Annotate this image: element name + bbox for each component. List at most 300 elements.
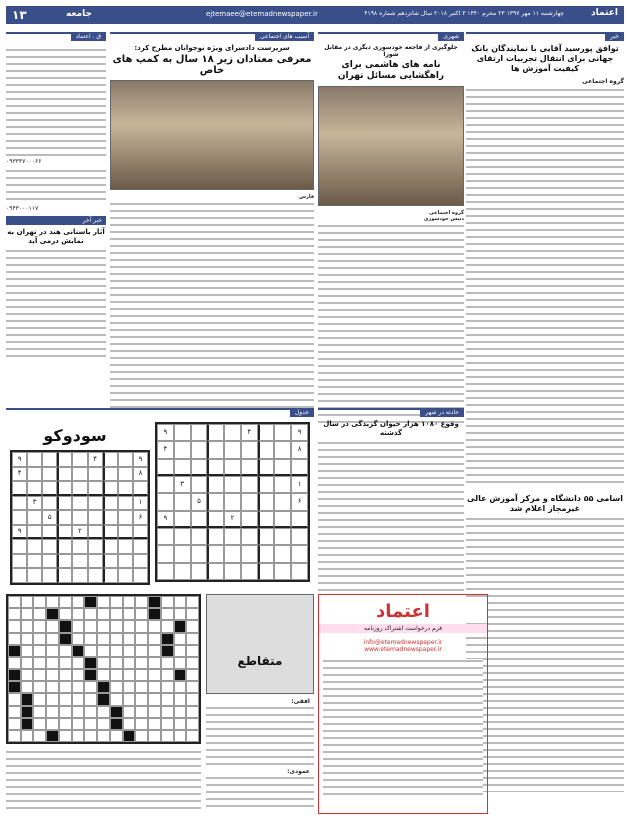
crossword-cell[interactable] xyxy=(148,706,161,718)
crossword-cell[interactable] xyxy=(123,669,136,681)
crossword-cell[interactable] xyxy=(148,681,161,693)
sudoku-cell[interactable]: ۴ xyxy=(157,441,174,458)
subscription-site[interactable]: www.etemadnewspaper.ir xyxy=(364,646,442,653)
sudoku-cell[interactable] xyxy=(157,459,174,476)
sudoku-cell[interactable] xyxy=(57,539,72,554)
sudoku-cell[interactable]: ۴ xyxy=(241,424,258,441)
sudoku-cell[interactable]: ۶ xyxy=(133,510,148,525)
crossword-cell[interactable] xyxy=(148,645,161,657)
sudoku-cell[interactable] xyxy=(12,539,27,554)
crossword-cell[interactable] xyxy=(148,669,161,681)
crossword-cell[interactable] xyxy=(46,596,59,608)
sudoku-cell[interactable] xyxy=(174,424,191,441)
sudoku-cell[interactable] xyxy=(191,476,208,493)
crossword-cell[interactable] xyxy=(59,608,72,620)
sudoku-cell[interactable] xyxy=(291,511,308,528)
sudoku-cell[interactable] xyxy=(174,545,191,562)
crossword-cell[interactable] xyxy=(161,657,174,669)
sudoku-cell[interactable] xyxy=(274,545,291,562)
crossword-cell[interactable] xyxy=(8,718,21,730)
crossword-cell[interactable] xyxy=(84,669,97,681)
crossword-cell[interactable] xyxy=(8,706,21,718)
sudoku-cell[interactable] xyxy=(207,511,224,528)
crossword-cell[interactable] xyxy=(174,730,187,742)
crossword-cell[interactable] xyxy=(186,657,199,669)
crossword-cell[interactable] xyxy=(135,657,148,669)
crossword-cell[interactable] xyxy=(46,718,59,730)
crossword-cell[interactable] xyxy=(135,633,148,645)
crossword-cell[interactable] xyxy=(8,645,21,657)
crossword-cell[interactable] xyxy=(33,608,46,620)
sudoku-cell[interactable] xyxy=(103,481,118,496)
crossword-cell[interactable] xyxy=(84,608,97,620)
sudoku-cell[interactable] xyxy=(174,459,191,476)
sudoku-cell[interactable] xyxy=(258,528,275,545)
crossword-cell[interactable] xyxy=(161,645,174,657)
sudoku-cell[interactable] xyxy=(57,510,72,525)
crossword-cell[interactable] xyxy=(84,730,97,742)
crossword-cell[interactable] xyxy=(174,645,187,657)
sudoku-cell[interactable] xyxy=(42,525,57,540)
crossword-cell[interactable] xyxy=(174,596,187,608)
crossword-cell[interactable] xyxy=(84,706,97,718)
sudoku-cell[interactable] xyxy=(191,545,208,562)
crossword-cell[interactable] xyxy=(59,718,72,730)
crossword-cell[interactable] xyxy=(97,608,110,620)
crossword-cell[interactable] xyxy=(161,596,174,608)
sudoku-cell[interactable] xyxy=(88,539,103,554)
crossword-cell[interactable] xyxy=(72,706,85,718)
crossword-cell[interactable] xyxy=(148,620,161,632)
crossword-cell[interactable] xyxy=(8,633,21,645)
sudoku-cell[interactable] xyxy=(207,459,224,476)
sudoku-cell[interactable] xyxy=(57,481,72,496)
crossword-cell[interactable] xyxy=(110,633,123,645)
crossword-cell[interactable] xyxy=(33,730,46,742)
crossword-cell[interactable] xyxy=(46,657,59,669)
crossword-cell[interactable] xyxy=(21,620,34,632)
sudoku-cell[interactable] xyxy=(274,563,291,580)
sudoku-cell[interactable] xyxy=(42,554,57,569)
sudoku-cell[interactable] xyxy=(191,424,208,441)
sudoku-cell[interactable] xyxy=(42,539,57,554)
sudoku-cell[interactable] xyxy=(241,545,258,562)
crossword-cell[interactable] xyxy=(110,706,123,718)
sudoku-cell[interactable] xyxy=(258,493,275,510)
sudoku-cell[interactable] xyxy=(174,563,191,580)
crossword-cell[interactable] xyxy=(161,633,174,645)
crossword-cell[interactable] xyxy=(110,608,123,620)
crossword-cell[interactable] xyxy=(46,730,59,742)
sudoku-cell[interactable] xyxy=(224,563,241,580)
crossword-cell[interactable] xyxy=(174,633,187,645)
crossword-cell[interactable] xyxy=(21,693,34,705)
crossword-cell[interactable] xyxy=(59,669,72,681)
crossword-cell[interactable] xyxy=(123,608,136,620)
crossword-cell[interactable] xyxy=(123,693,136,705)
crossword-grid[interactable] xyxy=(6,594,201,744)
sudoku-cell[interactable]: ۵ xyxy=(42,510,57,525)
sudoku-cell[interactable] xyxy=(224,424,241,441)
sudoku-cell[interactable] xyxy=(57,568,72,583)
crossword-cell[interactable] xyxy=(21,730,34,742)
section-email[interactable]: ejtemaee@etemadnewspaper.ir xyxy=(206,10,318,18)
sudoku-cell[interactable] xyxy=(118,539,133,554)
sudoku-cell[interactable] xyxy=(274,459,291,476)
sudoku-cell[interactable] xyxy=(133,525,148,540)
crossword-cell[interactable] xyxy=(46,645,59,657)
crossword-cell[interactable] xyxy=(21,608,34,620)
sudoku-cell[interactable] xyxy=(103,568,118,583)
sudoku-cell[interactable] xyxy=(103,525,118,540)
sudoku-cell[interactable] xyxy=(27,452,42,467)
sudoku-cell[interactable] xyxy=(27,510,42,525)
sudoku-cell[interactable] xyxy=(207,441,224,458)
sudoku-cell[interactable] xyxy=(157,476,174,493)
crossword-cell[interactable] xyxy=(174,657,187,669)
crossword-cell[interactable] xyxy=(161,669,174,681)
crossword-cell[interactable] xyxy=(97,633,110,645)
sudoku-cell[interactable] xyxy=(57,525,72,540)
sudoku-cell[interactable] xyxy=(207,493,224,510)
sudoku-cell[interactable]: ۶ xyxy=(291,493,308,510)
subscription-ad[interactable] xyxy=(318,594,488,814)
crossword-cell[interactable] xyxy=(186,681,199,693)
sudoku-cell[interactable] xyxy=(42,467,57,482)
sudoku-cell[interactable] xyxy=(224,459,241,476)
crossword-cell[interactable] xyxy=(161,608,174,620)
sudoku-cell[interactable] xyxy=(241,511,258,528)
subscription-email[interactable]: info@etemadnewspaper.ir xyxy=(363,639,443,646)
sudoku-grid-2[interactable] xyxy=(155,422,310,582)
crossword-cell[interactable] xyxy=(84,657,97,669)
crossword-cell[interactable] xyxy=(97,681,110,693)
sudoku-cell[interactable] xyxy=(258,545,275,562)
crossword-cell[interactable] xyxy=(110,693,123,705)
sudoku-cell[interactable] xyxy=(274,476,291,493)
sudoku-cell[interactable] xyxy=(224,528,241,545)
crossword-cell[interactable] xyxy=(135,596,148,608)
crossword-cell[interactable] xyxy=(72,681,85,693)
crossword-cell[interactable] xyxy=(174,669,187,681)
sudoku-cell[interactable] xyxy=(103,510,118,525)
sudoku-cell[interactable] xyxy=(274,511,291,528)
crossword-cell[interactable] xyxy=(186,693,199,705)
sudoku-cell[interactable] xyxy=(258,563,275,580)
crossword-cell[interactable] xyxy=(33,645,46,657)
crossword-cell[interactable] xyxy=(123,718,136,730)
sudoku-cell[interactable] xyxy=(27,568,42,583)
crossword-cell[interactable] xyxy=(84,718,97,730)
sudoku-cell[interactable] xyxy=(42,481,57,496)
sudoku-cell[interactable] xyxy=(191,511,208,528)
sudoku-cell[interactable] xyxy=(224,476,241,493)
crossword-cell[interactable] xyxy=(33,657,46,669)
sudoku-cell[interactable] xyxy=(72,510,87,525)
crossword-cell[interactable] xyxy=(148,633,161,645)
sudoku-cell[interactable] xyxy=(27,539,42,554)
sudoku-cell[interactable] xyxy=(103,496,118,511)
sudoku-cell[interactable] xyxy=(12,554,27,569)
crossword-cell[interactable] xyxy=(8,730,21,742)
crossword-cell[interactable] xyxy=(123,620,136,632)
crossword-cell[interactable] xyxy=(46,608,59,620)
crossword-cell[interactable] xyxy=(84,620,97,632)
sudoku-cell[interactable] xyxy=(72,568,87,583)
crossword-cell[interactable] xyxy=(135,718,148,730)
crossword-cell[interactable] xyxy=(97,669,110,681)
crossword-cell[interactable] xyxy=(161,718,174,730)
crossword-cell[interactable] xyxy=(84,645,97,657)
sudoku-cell[interactable]: ۹ xyxy=(12,525,27,540)
crossword-cell[interactable] xyxy=(135,693,148,705)
sudoku-cell[interactable] xyxy=(224,545,241,562)
crossword-cell[interactable] xyxy=(46,681,59,693)
sudoku-cell[interactable] xyxy=(88,481,103,496)
sudoku-cell[interactable] xyxy=(12,496,27,511)
sudoku-cell[interactable] xyxy=(258,511,275,528)
crossword-cell[interactable] xyxy=(72,657,85,669)
sudoku-cell[interactable] xyxy=(224,441,241,458)
sudoku-cell[interactable] xyxy=(207,563,224,580)
sudoku-cell[interactable]: ۲ xyxy=(224,511,241,528)
crossword-cell[interactable] xyxy=(21,633,34,645)
sudoku-cell[interactable] xyxy=(72,539,87,554)
crossword-cell[interactable] xyxy=(135,608,148,620)
sudoku-cell[interactable] xyxy=(241,563,258,580)
sudoku-cell[interactable] xyxy=(118,496,133,511)
crossword-cell[interactable] xyxy=(33,633,46,645)
crossword-cell[interactable] xyxy=(110,718,123,730)
sudoku-cell[interactable] xyxy=(191,459,208,476)
crossword-cell[interactable] xyxy=(21,596,34,608)
sudoku-cell[interactable] xyxy=(224,493,241,510)
crossword-cell[interactable] xyxy=(186,596,199,608)
crossword-cell[interactable] xyxy=(97,645,110,657)
sudoku-cell[interactable]: ۸ xyxy=(133,467,148,482)
sudoku-cell[interactable] xyxy=(72,467,87,482)
crossword-cell[interactable] xyxy=(59,633,72,645)
crossword-cell[interactable] xyxy=(123,657,136,669)
sudoku-cell[interactable] xyxy=(88,554,103,569)
sudoku-cell[interactable] xyxy=(103,452,118,467)
sudoku-cell[interactable] xyxy=(241,459,258,476)
crossword-cell[interactable] xyxy=(161,681,174,693)
sudoku-cell[interactable] xyxy=(118,554,133,569)
sudoku-cell[interactable] xyxy=(103,467,118,482)
sudoku-cell[interactable] xyxy=(118,568,133,583)
sudoku-cell[interactable] xyxy=(57,554,72,569)
sudoku-cell[interactable] xyxy=(12,481,27,496)
crossword-cell[interactable] xyxy=(148,718,161,730)
sudoku-cell[interactable] xyxy=(258,476,275,493)
sudoku-cell[interactable] xyxy=(191,563,208,580)
crossword-cell[interactable] xyxy=(84,693,97,705)
sudoku-cell[interactable] xyxy=(42,452,57,467)
crossword-cell[interactable] xyxy=(84,633,97,645)
crossword-cell[interactable] xyxy=(97,620,110,632)
crossword-cell[interactable] xyxy=(72,718,85,730)
sudoku-grid[interactable] xyxy=(10,450,150,585)
sudoku-cell[interactable] xyxy=(241,476,258,493)
crossword-cell[interactable] xyxy=(8,693,21,705)
crossword-cell[interactable] xyxy=(33,620,46,632)
crossword-cell[interactable] xyxy=(148,657,161,669)
crossword-cell[interactable] xyxy=(174,681,187,693)
sudoku-cell[interactable]: ۱ xyxy=(291,476,308,493)
sudoku-cell[interactable]: ۸ xyxy=(291,441,308,458)
sudoku-cell[interactable] xyxy=(42,568,57,583)
crossword-cell[interactable] xyxy=(186,633,199,645)
sudoku-cell[interactable] xyxy=(27,525,42,540)
crossword-cell[interactable] xyxy=(135,706,148,718)
sudoku-cell[interactable] xyxy=(191,528,208,545)
crossword-cell[interactable] xyxy=(123,633,136,645)
crossword-cell[interactable] xyxy=(110,669,123,681)
crossword-cell[interactable] xyxy=(46,669,59,681)
crossword-cell[interactable] xyxy=(148,730,161,742)
crossword-cell[interactable] xyxy=(33,669,46,681)
crossword-cell[interactable] xyxy=(8,596,21,608)
sudoku-cell[interactable] xyxy=(133,481,148,496)
crossword-cell[interactable] xyxy=(110,657,123,669)
crossword-cell[interactable] xyxy=(59,596,72,608)
crossword-cell[interactable] xyxy=(33,718,46,730)
sudoku-cell[interactable] xyxy=(207,424,224,441)
crossword-cell[interactable] xyxy=(33,681,46,693)
sudoku-cell[interactable] xyxy=(207,545,224,562)
sudoku-cell[interactable] xyxy=(274,441,291,458)
sudoku-cell[interactable] xyxy=(88,467,103,482)
sudoku-cell[interactable] xyxy=(174,528,191,545)
crossword-cell[interactable] xyxy=(33,706,46,718)
crossword-cell[interactable] xyxy=(97,657,110,669)
crossword-cell[interactable] xyxy=(21,718,34,730)
crossword-cell[interactable] xyxy=(46,633,59,645)
sudoku-cell[interactable] xyxy=(12,568,27,583)
sudoku-cell[interactable] xyxy=(157,493,174,510)
sudoku-cell[interactable] xyxy=(157,563,174,580)
sudoku-cell[interactable] xyxy=(72,452,87,467)
crossword-cell[interactable] xyxy=(186,706,199,718)
crossword-cell[interactable] xyxy=(97,718,110,730)
crossword-cell[interactable] xyxy=(59,645,72,657)
crossword-cell[interactable] xyxy=(135,620,148,632)
crossword-cell[interactable] xyxy=(72,730,85,742)
crossword-cell[interactable] xyxy=(84,681,97,693)
sudoku-cell[interactable] xyxy=(133,568,148,583)
sudoku-cell[interactable] xyxy=(241,441,258,458)
sudoku-cell[interactable] xyxy=(27,554,42,569)
crossword-cell[interactable] xyxy=(59,693,72,705)
crossword-cell[interactable] xyxy=(97,706,110,718)
crossword-cell[interactable] xyxy=(59,620,72,632)
crossword-cell[interactable] xyxy=(110,620,123,632)
crossword-cell[interactable] xyxy=(110,596,123,608)
crossword-cell[interactable] xyxy=(174,608,187,620)
crossword-cell[interactable] xyxy=(72,620,85,632)
crossword-cell[interactable] xyxy=(135,681,148,693)
crossword-cell[interactable] xyxy=(174,706,187,718)
sudoku-cell[interactable] xyxy=(88,510,103,525)
crossword-cell[interactable] xyxy=(8,669,21,681)
crossword-cell[interactable] xyxy=(97,693,110,705)
crossword-cell[interactable] xyxy=(123,681,136,693)
sudoku-cell[interactable] xyxy=(88,496,103,511)
crossword-cell[interactable] xyxy=(186,718,199,730)
sudoku-cell[interactable] xyxy=(258,441,275,458)
sudoku-cell[interactable] xyxy=(103,554,118,569)
crossword-cell[interactable] xyxy=(8,620,21,632)
sudoku-cell[interactable] xyxy=(291,459,308,476)
crossword-cell[interactable] xyxy=(21,669,34,681)
sudoku-cell[interactable]: ۹ xyxy=(133,452,148,467)
crossword-cell[interactable] xyxy=(135,669,148,681)
sudoku-cell[interactable] xyxy=(118,481,133,496)
sudoku-cell[interactable] xyxy=(241,493,258,510)
sudoku-cell[interactable]: ۱ xyxy=(133,496,148,511)
sudoku-cell[interactable]: ۴ xyxy=(88,452,103,467)
crossword-cell[interactable] xyxy=(33,596,46,608)
sudoku-cell[interactable] xyxy=(42,496,57,511)
sudoku-cell[interactable]: ۵ xyxy=(191,493,208,510)
sudoku-cell[interactable]: ۹ xyxy=(157,511,174,528)
crossword-cell[interactable] xyxy=(59,681,72,693)
sudoku-cell[interactable] xyxy=(191,441,208,458)
crossword-cell[interactable] xyxy=(174,693,187,705)
crossword-cell[interactable] xyxy=(8,657,21,669)
sudoku-cell[interactable] xyxy=(133,539,148,554)
sudoku-cell[interactable] xyxy=(157,545,174,562)
crossword-cell[interactable] xyxy=(174,718,187,730)
crossword-cell[interactable] xyxy=(72,596,85,608)
crossword-cell[interactable] xyxy=(46,706,59,718)
crossword-cell[interactable] xyxy=(72,608,85,620)
sudoku-cell[interactable] xyxy=(57,452,72,467)
crossword-cell[interactable] xyxy=(59,706,72,718)
crossword-cell[interactable] xyxy=(123,596,136,608)
sudoku-cell[interactable] xyxy=(157,528,174,545)
sudoku-cell[interactable] xyxy=(258,459,275,476)
sudoku-cell[interactable] xyxy=(88,568,103,583)
crossword-cell[interactable] xyxy=(21,706,34,718)
crossword-cell[interactable] xyxy=(148,596,161,608)
crossword-cell[interactable] xyxy=(186,645,199,657)
sudoku-cell[interactable] xyxy=(207,476,224,493)
subscription-form[interactable] xyxy=(323,659,483,799)
sudoku-cell[interactable] xyxy=(274,424,291,441)
crossword-cell[interactable] xyxy=(110,730,123,742)
crossword-cell[interactable] xyxy=(72,693,85,705)
crossword-cell[interactable] xyxy=(135,730,148,742)
crossword-cell[interactable] xyxy=(72,645,85,657)
sudoku-cell[interactable] xyxy=(207,528,224,545)
crossword-cell[interactable] xyxy=(186,730,199,742)
crossword-cell[interactable] xyxy=(8,681,21,693)
crossword-cell[interactable] xyxy=(46,693,59,705)
crossword-cell[interactable] xyxy=(110,681,123,693)
crossword-cell[interactable] xyxy=(97,730,110,742)
sudoku-cell[interactable] xyxy=(57,496,72,511)
crossword-cell[interactable] xyxy=(59,657,72,669)
sudoku-cell[interactable] xyxy=(27,467,42,482)
sudoku-cell[interactable] xyxy=(72,496,87,511)
crossword-cell[interactable] xyxy=(161,706,174,718)
crossword-cell[interactable] xyxy=(21,657,34,669)
crossword-cell[interactable] xyxy=(186,620,199,632)
crossword-cell[interactable] xyxy=(135,645,148,657)
crossword-cell[interactable] xyxy=(72,633,85,645)
